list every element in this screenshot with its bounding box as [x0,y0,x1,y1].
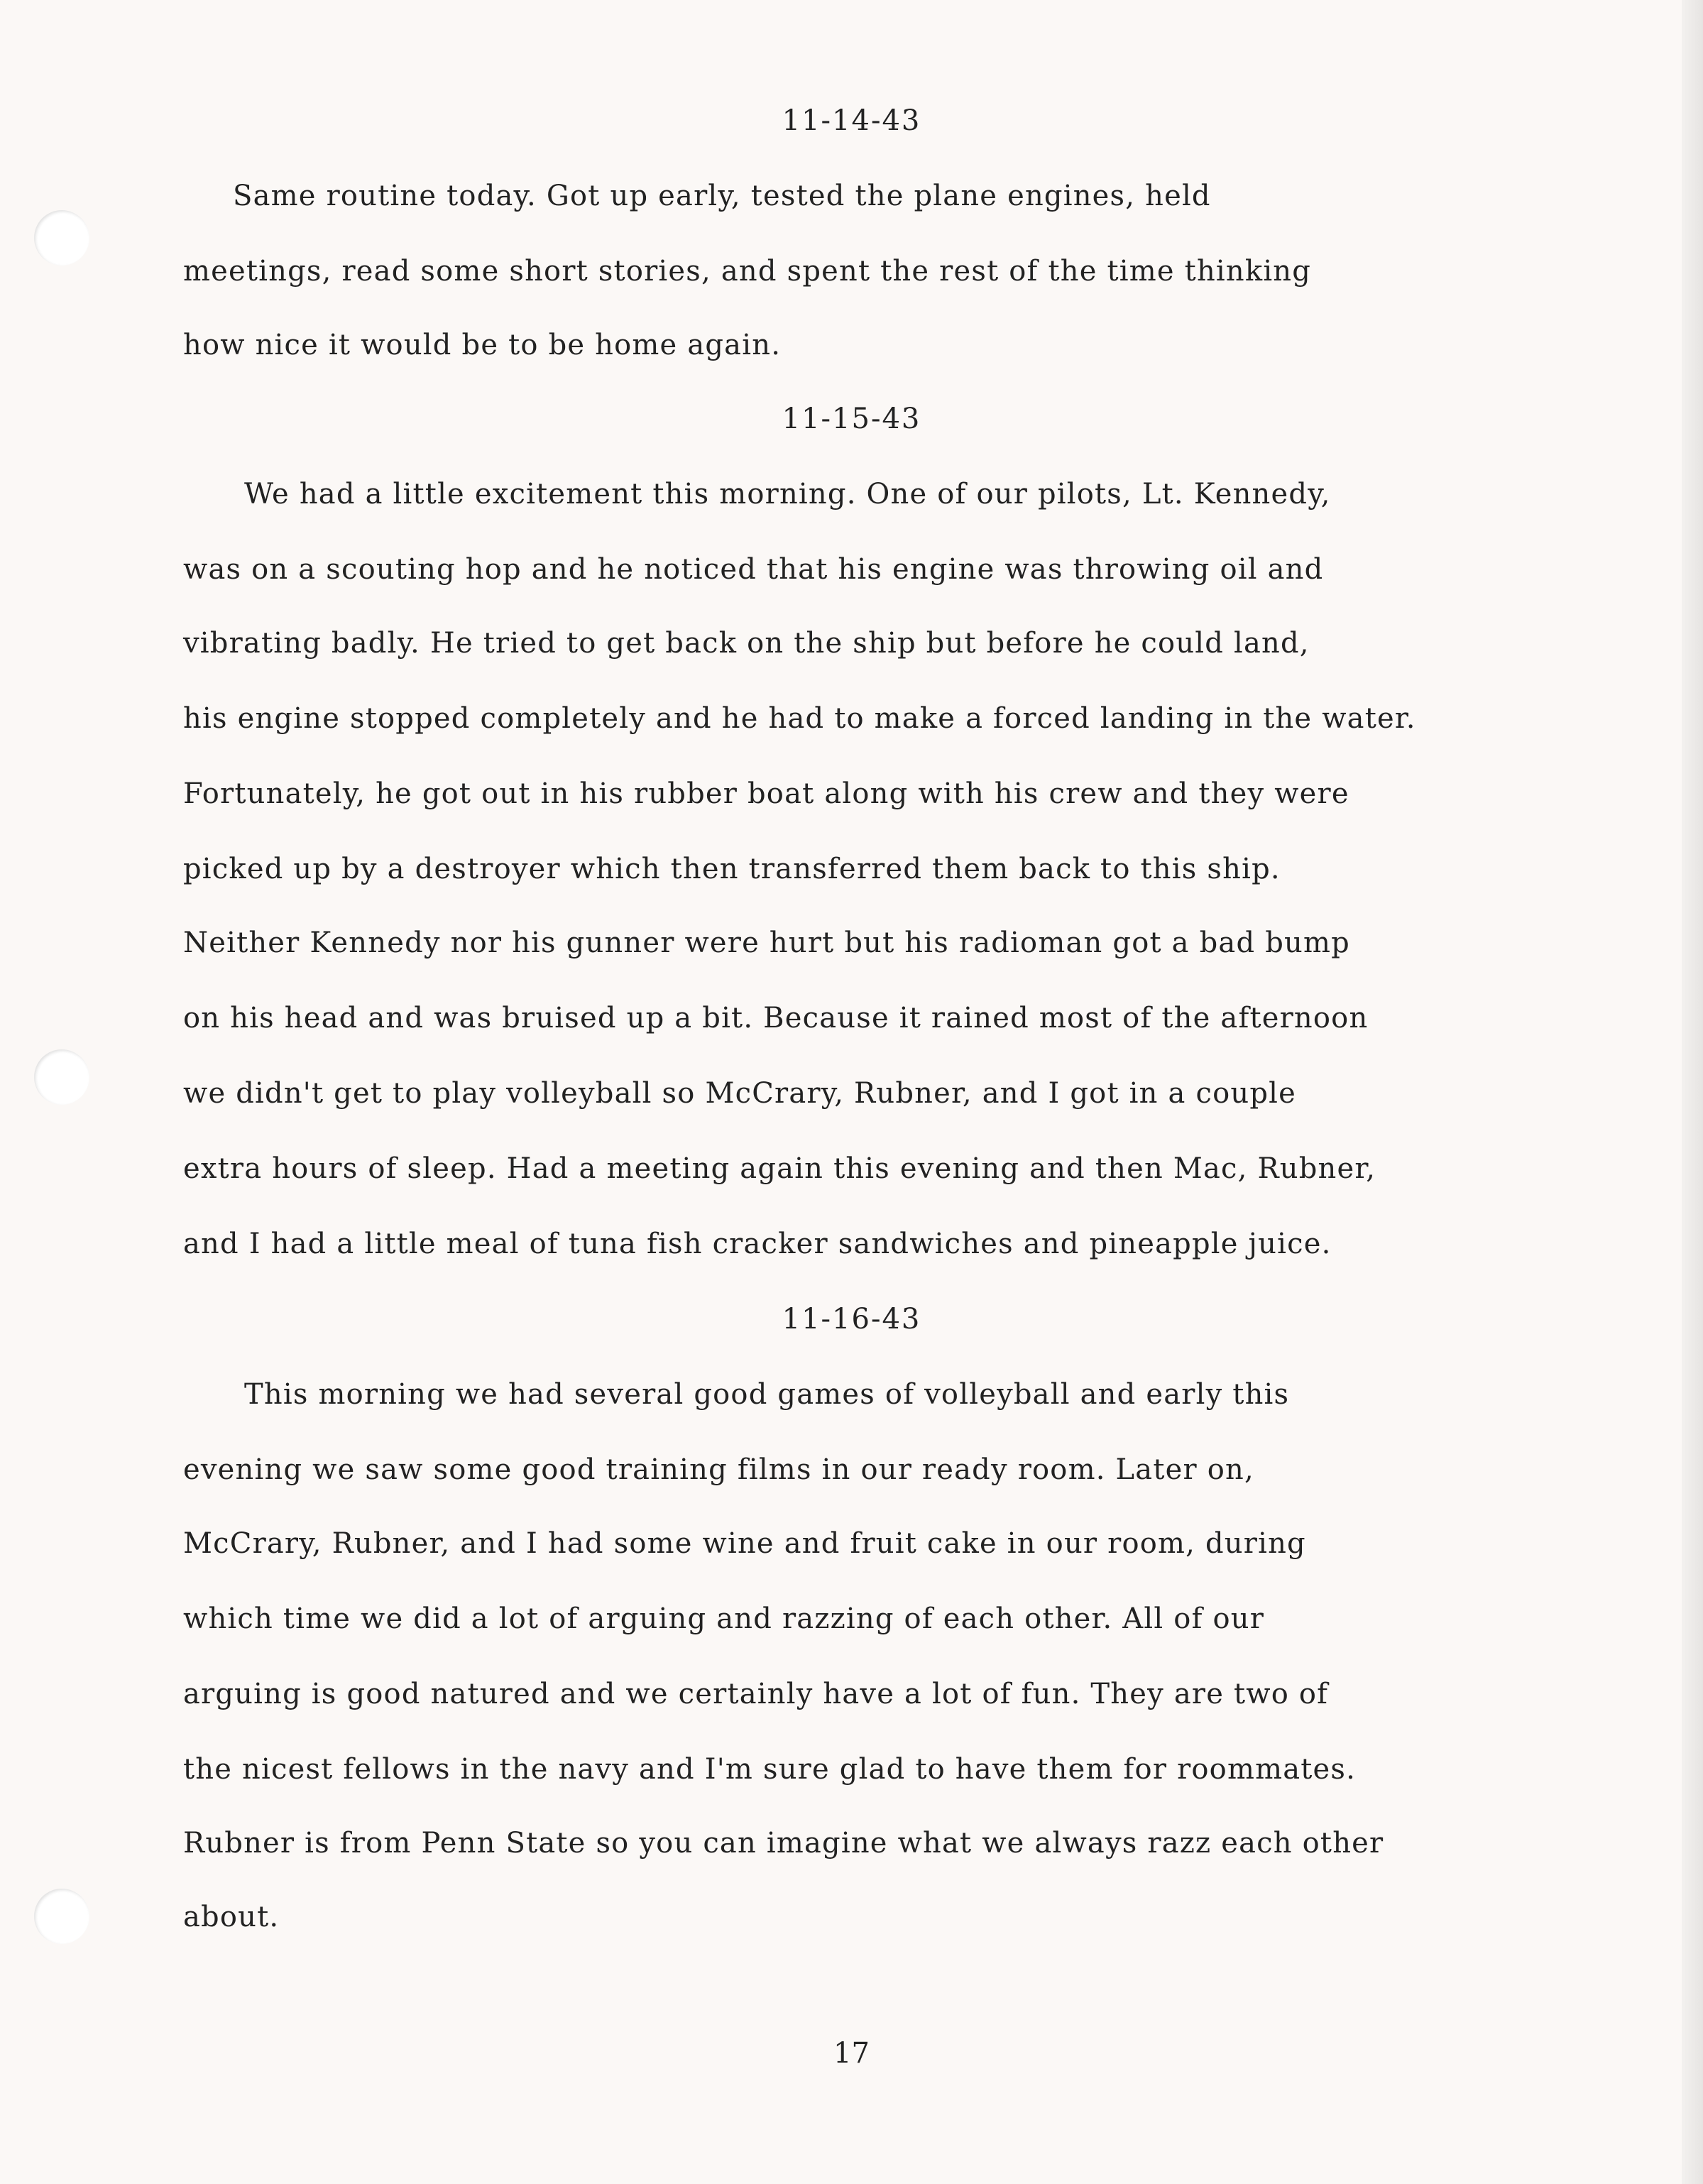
page-edge-shadow [1682,0,1703,2184]
entry-text-line: about. [183,1901,280,1933]
entry-text-line: Fortunately, he got out in his rubber boat along with his crew and they were [183,777,1349,810]
entry-text-line: the nicest fellows in the navy and I'm sure glad to have them for roommates. [183,1753,1357,1786]
page-number: 17 [833,2037,870,2070]
entry-text-line: picked up by a destroyer which then transferred them back to this ship. [183,853,1281,885]
entry-text-line: evening we saw some good training films in our ready room. Later on, [183,1453,1254,1486]
entry-text-line: and I had a little meal of tuna fish cracker sandwiches and pineapple juice. [183,1228,1332,1260]
entry-text-line: This morning we had several good games of volleyball and early this [244,1378,1290,1411]
entry-date: 11-16-43 [782,1303,921,1336]
entry-text-line: vibrating badly. He tried to get back on the ship but before he could land, [183,627,1310,660]
binder-hole-middle [34,1049,89,1105]
entry-text-line: extra hours of sleep. Had a meeting again this evening and then Mac, Rubner, [183,1152,1376,1185]
entry-text-line: Rubner is from Penn State so you can imagine what we always razz each other [183,1827,1384,1860]
entry-date: 11-15-43 [782,403,921,435]
entry-text-line: on his head and was bruised up a bit. Because it rained most of the afternoon [183,1002,1369,1034]
entry-text-line: McCrary, Rubner, and I had some wine and fruit cake in our room, during [183,1527,1306,1560]
entry-text-line: how nice it would be to be home again. [183,329,782,361]
entry-text-line: Same routine today. Got up early, tested the plane engines, held [233,180,1211,212]
entry-text-line: arguing is good natured and we certainly have a lot of fun. They are two of [183,1678,1329,1710]
entry-text-line: We had a little excitement this morning. One of our pilots, Lt. Kennedy, [244,478,1331,510]
entry-date: 11-14-43 [782,104,921,137]
binder-hole-top [34,210,89,266]
entry-text-line: which time we did a lot of arguing and razzing of each other. All of our [183,1602,1265,1635]
entry-text-line: Neither Kennedy nor his gunner were hurt but his radioman got a bad bump [183,927,1350,959]
entry-text-line: we didn't get to play volleyball so McCrary, Rubner, and I got in a couple [183,1077,1296,1110]
entry-text-line: was on a scouting hop and he noticed that his engine was throwing oil and [183,553,1324,586]
binder-hole-bottom [34,1889,89,1944]
entry-text-line: his engine stopped completely and he had to make a forced landing in the water. [183,702,1416,735]
entry-text-line: meetings, read some short stories, and spent the rest of the time thinking [183,255,1312,288]
